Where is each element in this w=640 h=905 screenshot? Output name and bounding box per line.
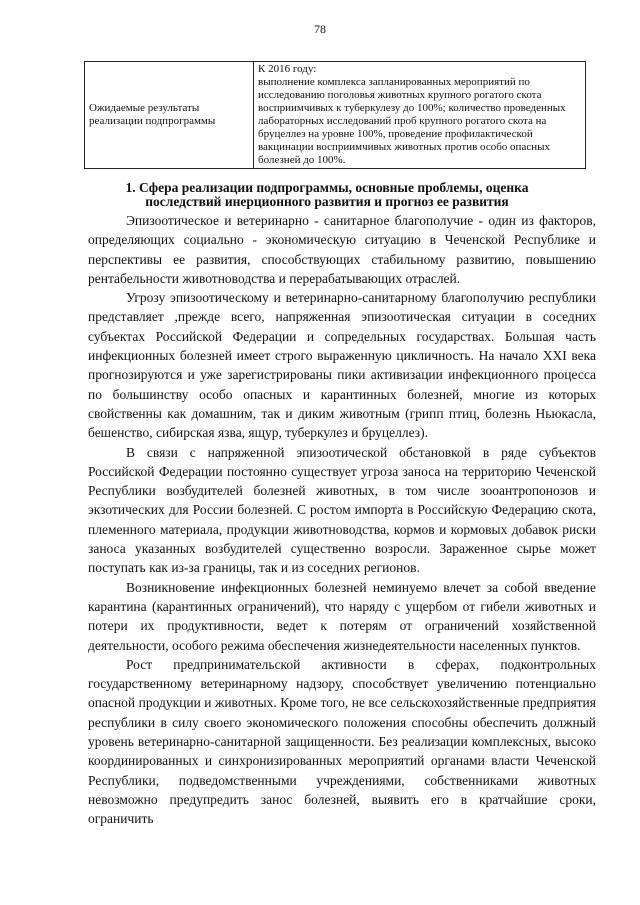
expected-results-value [254,62,586,169]
page-number: 78 [314,22,326,36]
section-body [88,211,596,829]
expected-results-text: выполнение комплекса запланированных мероприятий по исследованию поголовья животных крупного рогатого скота восприимчивых к туберкулезу до 100%; количество проведенных лабораторных исследований проб крупного рогатого скота на бруцеллез на уровне 100%, проведение профилактической вакцинации восприимчивых животных против особо опасных болезней до 100%. [258,76,566,166]
section-heading: 1. Сфера реализации подпрограммы, основные проблемы, оценка последствий инерционного развития и прогноз ее развития [125,180,529,209]
paragraph: В связи с напряженной эпизоотической обстановкой в ряде субъектов Российской Федерации постоянно существует угроза заноса на территорию Чеченской Республики возбудителей болезней животных, в том числе зооантропонозов и экзотических для России болезней. С ростом импорта в Российскую Федерацию скота, племенного материала, продукции животноводства, кормов и кормовых добавок риски заноса указанных возбудителей существенно возросли. Зараженное сырье может поступать как из-за границы, так и из соседних регионов. [88,444,596,576]
expected-results-label: Ожидаемые результаты реализации подпрограммы [85,62,254,169]
paragraph: Угрозу эпизоотическому и ветеринарно-санитарному благополучию республики представляет ,прежде всего, напряженная эпизоотическая ситуации в соседних субъектах Российской Федерации и сопредельных государствах. Большая часть инфекционных болезней имеет строго выраженную цикличность. На начало XXI века прогнозируются и уже зарегистрированы пики активизации инфекционного процесса по большинству особо опасных и карантинных болезней, многие из которых свойственны как домашним, так и диким животным (грипп птиц, болезнь Ньюкасла, бешенство, сибирская язва, ящур, туберкулез и бруцеллез). [88,290,596,441]
paragraph: Эпизоотическое и ветеринарно - санитарное благополучие - один из факторов, определяющих социально - экономическую ситуацию в Чеченской Республике и перспективы ее развития, способствующих стабильному развитию, повышению рентабельности животноводства и перерабатывающих отраслей. [88,213,596,286]
paragraph: Возникновение инфекционных болезней неминуемо влечет за собой введение карантина (карантинных ограничений), что наряду с ущербом от гибели животных и потери их продуктивности, ведет к потерям от ограничений хозяйственной деятельности, особого режима обеспечения жизнедеятельности населенных пунктов. [88,579,596,653]
table-row [85,62,586,169]
subprogram-summary-table [84,61,586,169]
paragraph: Рост предпринимательской активности в сферах, подконтрольных государственному ветеринарному надзору, способствует увеличению потенциально опасной продукции и животных. Кроме того, не все сельскохозяйственные предприятия республики в силу своего экономического положения способны обеспечить должный уровень ветеринарно-санитарной защищенности. Без реализации комплексных, высоко координированных и синхронизированных мероприятий органами власти Чеченской Республики, подведомственными учреждениями, собственниками животных невозможно предупредить занос болезней, выявить его в кратчайшие сроки, ограничить [88,656,596,827]
expected-results-year: К 2016 году: [258,63,317,75]
